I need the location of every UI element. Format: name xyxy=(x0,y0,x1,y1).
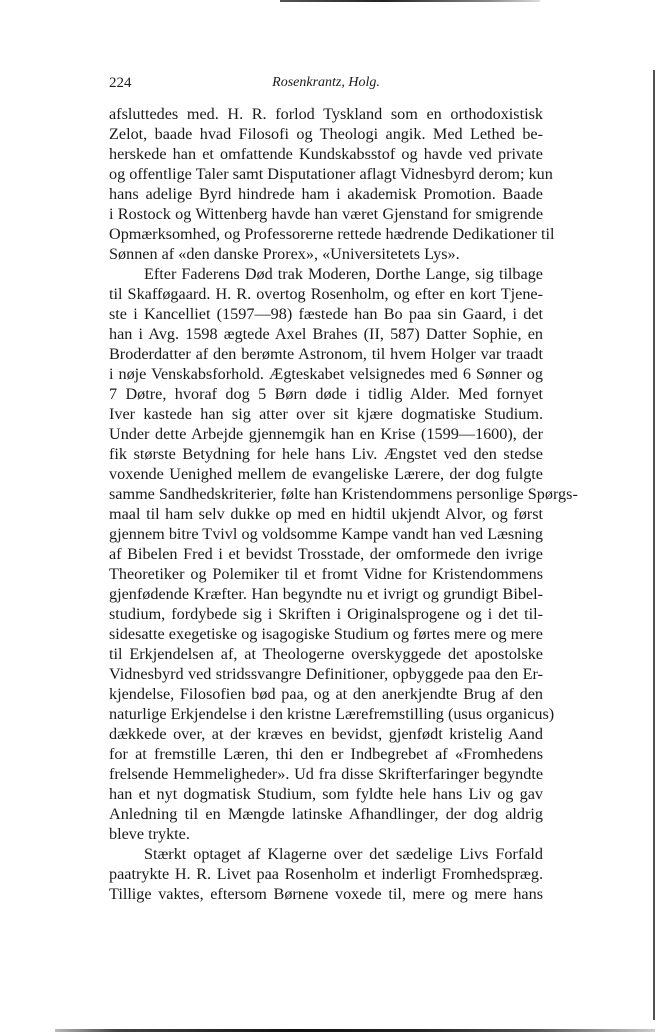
text-line: Broderdatter af den berømte Astronom, til hvem Holger var traadt xyxy=(109,345,543,363)
text-line: herskede han et omfattende Kundskabsstof og havde ved private xyxy=(109,145,543,163)
text-line: for at fremstille Læren, thi den er Indbegrebet af «Fromhedens xyxy=(109,745,543,763)
text-line: til Skafføgaard. H. R. overtog Rosenholm, og efter en kort Tjene- xyxy=(109,285,543,303)
text-line: voxende Uenighed mellem de evangeliske Lærere, der dog fulgte xyxy=(109,465,543,483)
text-line: naturlige Erkjendelse i den kristne Lærefremstilling (usus organicus) xyxy=(109,705,555,723)
text-line: studium, fordybede sig i Skriften i Originalsprogene og i det til- xyxy=(109,605,543,623)
text-line: i nøje Venskabsforhold. Ægteskabet velsignedes med 6 Sønner og xyxy=(109,365,543,383)
text-line: Under dette Arbejde gjennemgik han en Krise (1599—1600), der xyxy=(109,425,543,443)
text-line: i Rostock og Wittenberg havde han været Gjenstand for smigrende xyxy=(109,205,543,223)
running-title: Rosenkrantz, Holg. xyxy=(272,75,380,90)
text-line: til Erkjendelsen af, at Theologerne overskyggede det apostolske xyxy=(109,645,543,663)
text-line: maal til ham selv dukke op med en hidtil ukjendt Alvor, og først xyxy=(109,505,543,523)
text-line: Iver kastede han sig atter over sit kjære dogmatiske Studium. xyxy=(109,405,543,423)
text-line: hans adelige Byrd hindrede ham i akademisk Promotion. Baade xyxy=(109,185,543,203)
text-line: han i Avg. 1598 ægtede Axel Brahes (II, 587) Datter Sophie, en xyxy=(109,325,543,343)
text-line: Tillige vaktes, eftersom Børnene voxede til, mere og mere hans xyxy=(109,885,543,903)
text-line: Stærkt optaget af Klagerne over det sædelige Livs Forfald xyxy=(144,845,543,863)
text-line: 7 Døtre, hvoraf dog 5 Børn døde i tidlig Alder. Med fornyet xyxy=(109,385,543,403)
text-line: Zelot, baade hvad Filosofi og Theologi angik. Med Lethed be- xyxy=(109,125,543,143)
text-line: Vidnesbyrd ved stridssvangre Definitioner, opbyggede paa den Er- xyxy=(109,665,543,683)
text-line: frelsende Hemmeligheder». Ud fra disse Skrifterfaringer begyndte xyxy=(109,765,543,783)
body-text xyxy=(109,104,578,904)
text-line: Anledning til en Mængde latinske Afhandlinger, der dog aldrig xyxy=(109,805,543,823)
scan-bottom-edge xyxy=(55,1029,655,1032)
text-line: kjendelse, Filosofien bød paa, og at den anerkjendte Brug af den xyxy=(109,685,543,703)
running-head xyxy=(109,75,543,97)
scan-right-edge xyxy=(653,70,655,1020)
page-number: 224 xyxy=(109,75,132,91)
text-line: Opmærksomhed, og Professorerne rettede hædrende Dedikationer til xyxy=(109,225,555,243)
text-line: bleve trykte. xyxy=(109,825,190,843)
text-line: gjenfødende Kræfter. Han begyndte nu et ivrigt og grundigt Bibel- xyxy=(109,585,543,603)
text-line: samme Sandhedskriterier, følte han Kristendommens personlige Spørgs- xyxy=(109,485,578,503)
text-line: gjennem bitre Tvivl og voldsomme Kampe vandt han ved Læsning xyxy=(109,525,543,543)
text-line: ste i Kancelliet (1597—98) fæstede han Bo paa sin Gaard, i det xyxy=(109,305,543,323)
text-line: af Bibelen Fred i et bevidst Trosstade, der omformede den ivrige xyxy=(109,545,543,563)
text-line: Efter Faderens Død trak Moderen, Dorthe Lange, sig tilbage xyxy=(144,265,543,283)
text-line: paatrykte H. R. Livet paa Rosenholm et inderligt Fromhedspræg. xyxy=(109,865,543,883)
text-line: Theoretiker og Polemiker til et fromt Vidne for Kristendommens xyxy=(109,565,543,583)
scan-top-edge xyxy=(280,0,540,2)
text-line: afsluttedes med. H. R. forlod Tyskland som en orthodoxistisk xyxy=(109,105,543,123)
text-line: og offentlige Taler samt Disputationer aflagt Vidnesbyrd derom; kun xyxy=(109,165,553,183)
text-line: Sønnen af «den danske Prorex», «Universitetets Lys». xyxy=(109,245,460,263)
text-line: fik største Betydning for hele hans Liv. Ængstet ved den stedse xyxy=(109,445,543,463)
text-line: han et nyt dogmatisk Studium, som fyldte hele hans Liv og gav xyxy=(109,785,543,803)
text-line: dækkede over, at der kræves en bevidst, gjenfødt kristelig Aand xyxy=(109,725,543,743)
text-line: sidesatte exegetiske og isagogiske Studium og førtes mere og mere xyxy=(109,625,543,643)
